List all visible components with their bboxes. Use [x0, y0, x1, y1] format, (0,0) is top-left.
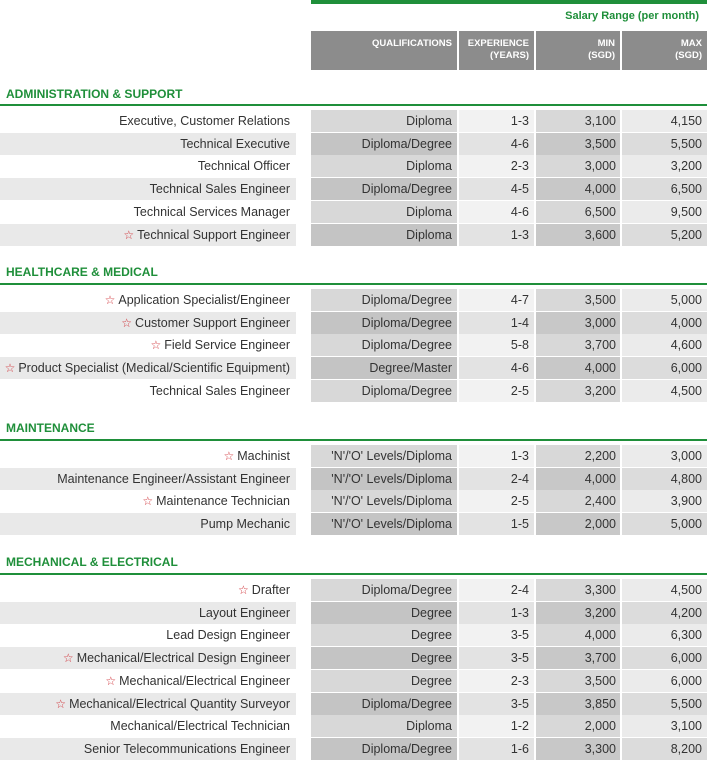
- max-salary-cell: 6,300: [622, 624, 707, 646]
- qualification-cell: Diploma: [311, 224, 457, 246]
- job-title-cell: [0, 334, 296, 356]
- experience-cell: 2-5: [459, 380, 534, 402]
- table-row: [0, 380, 707, 402]
- qualification-cell: Diploma: [311, 155, 457, 177]
- job-title: Drafter: [251, 583, 290, 597]
- section-title: ADMINISTRATION & SUPPORT: [6, 87, 183, 101]
- experience-cell: 1-2: [459, 715, 534, 737]
- section-title: HEALTHCARE & MEDICAL: [6, 265, 158, 279]
- qualification-cell: Diploma: [311, 201, 457, 223]
- qualification-cell: 'N'/'O' Levels/Diploma: [311, 490, 457, 512]
- max-salary-cell: 5,200: [622, 224, 707, 246]
- star-icon: ☆: [150, 338, 162, 353]
- qualification-cell: Diploma/Degree: [311, 380, 457, 402]
- job-title-cell: [0, 647, 296, 669]
- table-row: [0, 624, 707, 646]
- experience-cell: 1-3: [459, 110, 534, 132]
- min-salary-cell: 3,700: [536, 334, 620, 356]
- section-divider: [0, 283, 707, 285]
- qualification-cell: Diploma: [311, 110, 457, 132]
- experience-cell: 4-5: [459, 178, 534, 200]
- table-row: [0, 647, 707, 669]
- min-salary-cell: 2,000: [536, 715, 620, 737]
- star-icon: ☆: [62, 651, 74, 666]
- job-title-cell: [0, 579, 296, 601]
- table-row: [0, 201, 707, 223]
- min-salary-cell: 3,500: [536, 133, 620, 155]
- job-title: Lead Design Engineer: [166, 628, 290, 643]
- job-title: Machinist: [237, 449, 290, 463]
- job-title-cell: [0, 110, 296, 132]
- job-title-cell: [0, 289, 296, 311]
- job-title: Mechanical/Electrical Design Engineer: [76, 651, 290, 666]
- qualification-cell: Diploma/Degree: [311, 312, 457, 334]
- qualification-cell: 'N'/'O' Levels/Diploma: [311, 445, 457, 467]
- min-salary-cell: 3,200: [536, 602, 620, 624]
- job-title-cell: [0, 380, 296, 402]
- max-salary-cell: 6,500: [622, 178, 707, 200]
- job-title-cell: [0, 178, 296, 200]
- job-title: Field Service Engineer: [164, 338, 290, 353]
- max-salary-cell: 3,200: [622, 155, 707, 177]
- min-salary-cell: 4,000: [536, 468, 620, 490]
- table-row: [0, 445, 707, 467]
- qualification-cell: Degree: [311, 624, 457, 646]
- job-title-cell: [0, 738, 296, 760]
- job-title: Senior Telecommunications Engineer: [83, 741, 290, 756]
- max-salary-cell: 4,800: [622, 468, 707, 490]
- job-title-cell: [0, 624, 296, 646]
- experience-cell: 1-5: [459, 513, 534, 535]
- table-row: [0, 670, 707, 692]
- min-salary-cell: 4,000: [536, 178, 620, 200]
- min-salary-cell: 3,100: [536, 110, 620, 132]
- min-salary-cell: 3,200: [536, 380, 620, 402]
- star-icon: ☆: [223, 449, 235, 463]
- experience-cell: 3-5: [459, 693, 534, 715]
- star-icon: ☆: [142, 494, 154, 509]
- table-row: [0, 133, 707, 155]
- job-title: Executive, Customer Relations: [119, 114, 290, 128]
- max-salary-cell: 6,000: [622, 357, 707, 379]
- experience-cell: 4-6: [459, 201, 534, 223]
- experience-cell: 2-4: [459, 579, 534, 601]
- min-salary-cell: 3,600: [536, 224, 620, 246]
- job-title: Layout Engineer: [198, 605, 290, 620]
- job-title-cell: [0, 602, 296, 624]
- max-salary-cell: 4,150: [622, 110, 707, 132]
- experience-cell: 3-5: [459, 624, 534, 646]
- job-title-cell: [0, 693, 296, 715]
- column-header-max-text: MAX (SGD): [675, 38, 702, 61]
- experience-cell: 2-5: [459, 490, 534, 512]
- min-salary-cell: 4,000: [536, 357, 620, 379]
- table-row: [0, 289, 707, 311]
- min-salary-cell: 3,850: [536, 693, 620, 715]
- table-row: [0, 224, 707, 246]
- max-salary-cell: 4,000: [622, 312, 707, 334]
- job-title: Customer Support Engineer: [135, 315, 290, 330]
- job-title: Technical Sales Engineer: [149, 182, 290, 197]
- job-title-cell: [0, 201, 296, 223]
- experience-cell: 4-6: [459, 357, 534, 379]
- min-salary-cell: 3,300: [536, 579, 620, 601]
- job-title-cell: [0, 715, 296, 737]
- header-accent-bar: [311, 0, 707, 4]
- job-title: Mechanical/Electrical Quantity Surveyor: [69, 696, 290, 711]
- experience-cell: 4-6: [459, 133, 534, 155]
- job-title: Technical Sales Engineer: [149, 383, 290, 398]
- table-row: [0, 602, 707, 624]
- job-title: Technical Services Manager: [133, 204, 290, 219]
- column-header-min: [536, 31, 620, 70]
- table-row: [0, 334, 707, 356]
- min-salary-cell: 3,700: [536, 647, 620, 669]
- star-icon: ☆: [121, 315, 133, 330]
- column-header-qualifications: QUALIFICATIONS: [311, 31, 457, 70]
- job-title-cell: [0, 155, 296, 177]
- experience-cell: 1-4: [459, 312, 534, 334]
- job-title-cell: [0, 670, 296, 692]
- column-header-max: [622, 31, 707, 70]
- max-salary-cell: 4,600: [622, 334, 707, 356]
- min-salary-cell: 4,000: [536, 624, 620, 646]
- qualification-cell: Diploma/Degree: [311, 579, 457, 601]
- min-salary-cell: 2,400: [536, 490, 620, 512]
- table-row: [0, 579, 707, 601]
- max-salary-cell: 5,000: [622, 513, 707, 535]
- min-salary-cell: 3,300: [536, 738, 620, 760]
- min-salary-cell: 3,500: [536, 289, 620, 311]
- max-salary-cell: 3,900: [622, 490, 707, 512]
- qualification-cell: Degree: [311, 670, 457, 692]
- max-salary-cell: 3,100: [622, 715, 707, 737]
- experience-cell: 3-5: [459, 647, 534, 669]
- job-title: Technical Executive: [180, 136, 290, 151]
- job-title-cell: [0, 513, 296, 535]
- job-title-cell: [0, 224, 296, 246]
- table-row: [0, 738, 707, 760]
- max-salary-cell: 4,500: [622, 579, 707, 601]
- star-icon: ☆: [238, 583, 249, 597]
- job-title-cell: [0, 468, 296, 490]
- qualification-cell: Diploma/Degree: [311, 133, 457, 155]
- max-salary-cell: 4,500: [622, 380, 707, 402]
- table-row: [0, 155, 707, 177]
- experience-cell: 1-3: [459, 224, 534, 246]
- min-salary-cell: 2,200: [536, 445, 620, 467]
- star-icon: ☆: [104, 293, 116, 307]
- table-row: [0, 715, 707, 737]
- salary-range-label: Salary Range (per month): [565, 10, 699, 22]
- table-row: [0, 110, 707, 132]
- table-row: [0, 513, 707, 535]
- qualification-cell: Degree: [311, 647, 457, 669]
- table-row: [0, 312, 707, 334]
- star-icon: ☆: [55, 696, 67, 711]
- column-header-min-text: MIN (SGD): [588, 38, 615, 61]
- qualification-cell: Diploma/Degree: [311, 178, 457, 200]
- column-header-experience-text: EXPERIENCE (YEARS): [467, 38, 529, 61]
- experience-cell: 4-7: [459, 289, 534, 311]
- experience-cell: 1-3: [459, 445, 534, 467]
- table-row: [0, 178, 707, 200]
- job-title: Maintenance Engineer/Assistant Engineer: [57, 471, 290, 486]
- job-title-cell: [0, 357, 296, 379]
- min-salary-cell: 3,000: [536, 155, 620, 177]
- star-icon: ☆: [123, 227, 135, 242]
- section-divider: [0, 439, 707, 441]
- qualification-cell: Diploma/Degree: [311, 693, 457, 715]
- table-row: [0, 357, 707, 379]
- max-salary-cell: 5,500: [622, 133, 707, 155]
- job-title: Pump Mechanic: [200, 517, 290, 532]
- max-salary-cell: 6,000: [622, 647, 707, 669]
- max-salary-cell: 9,500: [622, 201, 707, 223]
- max-salary-cell: 8,200: [622, 738, 707, 760]
- section-divider: [0, 104, 707, 106]
- experience-cell: 1-3: [459, 602, 534, 624]
- job-title-cell: [0, 312, 296, 334]
- job-title-cell: [0, 445, 296, 467]
- section-divider: [0, 573, 707, 575]
- job-title: Mechanical/Electrical Technician: [110, 719, 290, 734]
- job-title-cell: [0, 133, 296, 155]
- max-salary-cell: 5,000: [622, 289, 707, 311]
- qualification-cell: Diploma/Degree: [311, 289, 457, 311]
- qualification-cell: Diploma/Degree: [311, 738, 457, 760]
- table-row: [0, 693, 707, 715]
- qualification-cell: 'N'/'O' Levels/Diploma: [311, 468, 457, 490]
- qualification-cell: 'N'/'O' Levels/Diploma: [311, 513, 457, 535]
- job-title: Technical Officer: [197, 159, 290, 174]
- experience-cell: 5-8: [459, 334, 534, 356]
- min-salary-cell: 3,000: [536, 312, 620, 334]
- experience-cell: 2-4: [459, 468, 534, 490]
- table-row: [0, 468, 707, 490]
- job-title: Maintenance Technician: [156, 494, 290, 509]
- experience-cell: 2-3: [459, 670, 534, 692]
- job-title: Mechanical/Electrical Engineer: [119, 673, 290, 688]
- star-icon: ☆: [4, 361, 16, 376]
- max-salary-cell: 3,000: [622, 445, 707, 467]
- job-title: Product Specialist (Medical/Scientific Equipment): [18, 361, 290, 376]
- section-title: MECHANICAL & ELECTRICAL: [6, 555, 178, 569]
- column-header-experience: [459, 31, 534, 70]
- experience-cell: 2-3: [459, 155, 534, 177]
- max-salary-cell: 5,500: [622, 693, 707, 715]
- max-salary-cell: 6,000: [622, 670, 707, 692]
- qualification-cell: Degree/Master: [311, 357, 457, 379]
- qualification-cell: Diploma: [311, 715, 457, 737]
- job-title: Application Specialist/Engineer: [118, 293, 290, 307]
- job-title: Technical Support Engineer: [137, 227, 290, 242]
- min-salary-cell: 6,500: [536, 201, 620, 223]
- min-salary-cell: 2,000: [536, 513, 620, 535]
- min-salary-cell: 3,500: [536, 670, 620, 692]
- experience-cell: 1-6: [459, 738, 534, 760]
- star-icon: ☆: [105, 673, 117, 688]
- section-title: MAINTENANCE: [6, 421, 95, 435]
- table-row: [0, 490, 707, 512]
- job-title-cell: [0, 490, 296, 512]
- qualification-cell: Degree: [311, 602, 457, 624]
- max-salary-cell: 4,200: [622, 602, 707, 624]
- qualification-cell: Diploma/Degree: [311, 334, 457, 356]
